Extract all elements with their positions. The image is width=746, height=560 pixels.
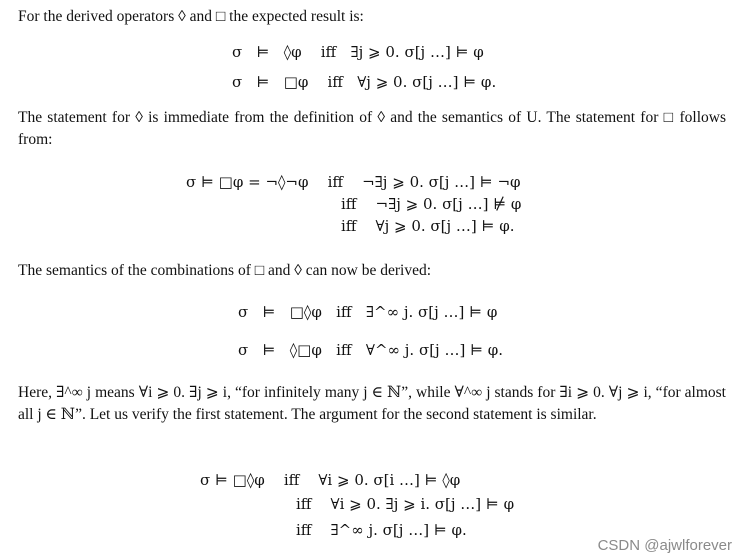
paragraph-derived-operators — [18, 6, 726, 28]
equation-box: σ ⊨ □φ iff ∀j ⩾ 0. σ[j …] ⊨ φ. — [232, 73, 497, 91]
equation-box-derivation-3: iff ∀j ⩾ 0. σ[j …] ⊨ φ. — [341, 217, 515, 235]
paragraph-combinations — [18, 260, 726, 282]
equation-verify-2: iff ∀i ⩾ 0. ∃j ⩾ i. σ[j …] ⊨ φ — [296, 495, 515, 513]
equation-diamond-box: σ ⊨ ◊□φ iff ∀^∞ j. σ[j …] ⊨ φ. — [238, 341, 504, 359]
equation-box-derivation-1: σ ⊨ □φ = ¬◊¬φ iff ¬∃j ⩾ 0. σ[j …] ⊨ ¬φ — [186, 173, 521, 191]
equation-verify-3: iff ∃^∞ j. σ[j …] ⊨ φ. — [296, 521, 467, 539]
paragraph-statement — [18, 107, 726, 151]
paragraph-text: For the derived operators ◊ and □ the expected result is: — [18, 8, 364, 25]
paragraph-text: Here, ∃^∞ j means ∀i ⩾ 0. ∃j ⩾ i, “for infinitely many j ∈ ℕ”, while ∀^∞ j stands for ∃i ⩾ 0. ∀j ⩾ i, “for almost all j ∈ ℕ”. Let us verify the first statement. The argument for the second statement is similar. — [18, 384, 726, 423]
paragraph-text: The semantics of the combinations of □ and ◊ can now be derived: — [18, 262, 432, 279]
equation-verify-1: σ ⊨ □◊φ iff ∀i ⩾ 0. σ[i …] ⊨ ◊φ — [200, 471, 461, 489]
paragraph-text: The statement for ◊ is immediate from the definition of ◊ and the semantics of U. The statement for □ follows from: — [18, 109, 726, 148]
equation-box-derivation-2: iff ¬∃j ⩾ 0. σ[j …] ⊭ φ — [341, 195, 522, 213]
watermark-text: CSDN @ajwlforever — [597, 537, 732, 554]
paragraph-here — [18, 382, 726, 426]
equation-diamond: σ ⊨ ◊φ iff ∃j ⩾ 0. σ[j …] ⊨ φ — [232, 43, 484, 61]
equation-box-diamond: σ ⊨ □◊φ iff ∃^∞ j. σ[j …] ⊨ φ — [238, 303, 498, 321]
